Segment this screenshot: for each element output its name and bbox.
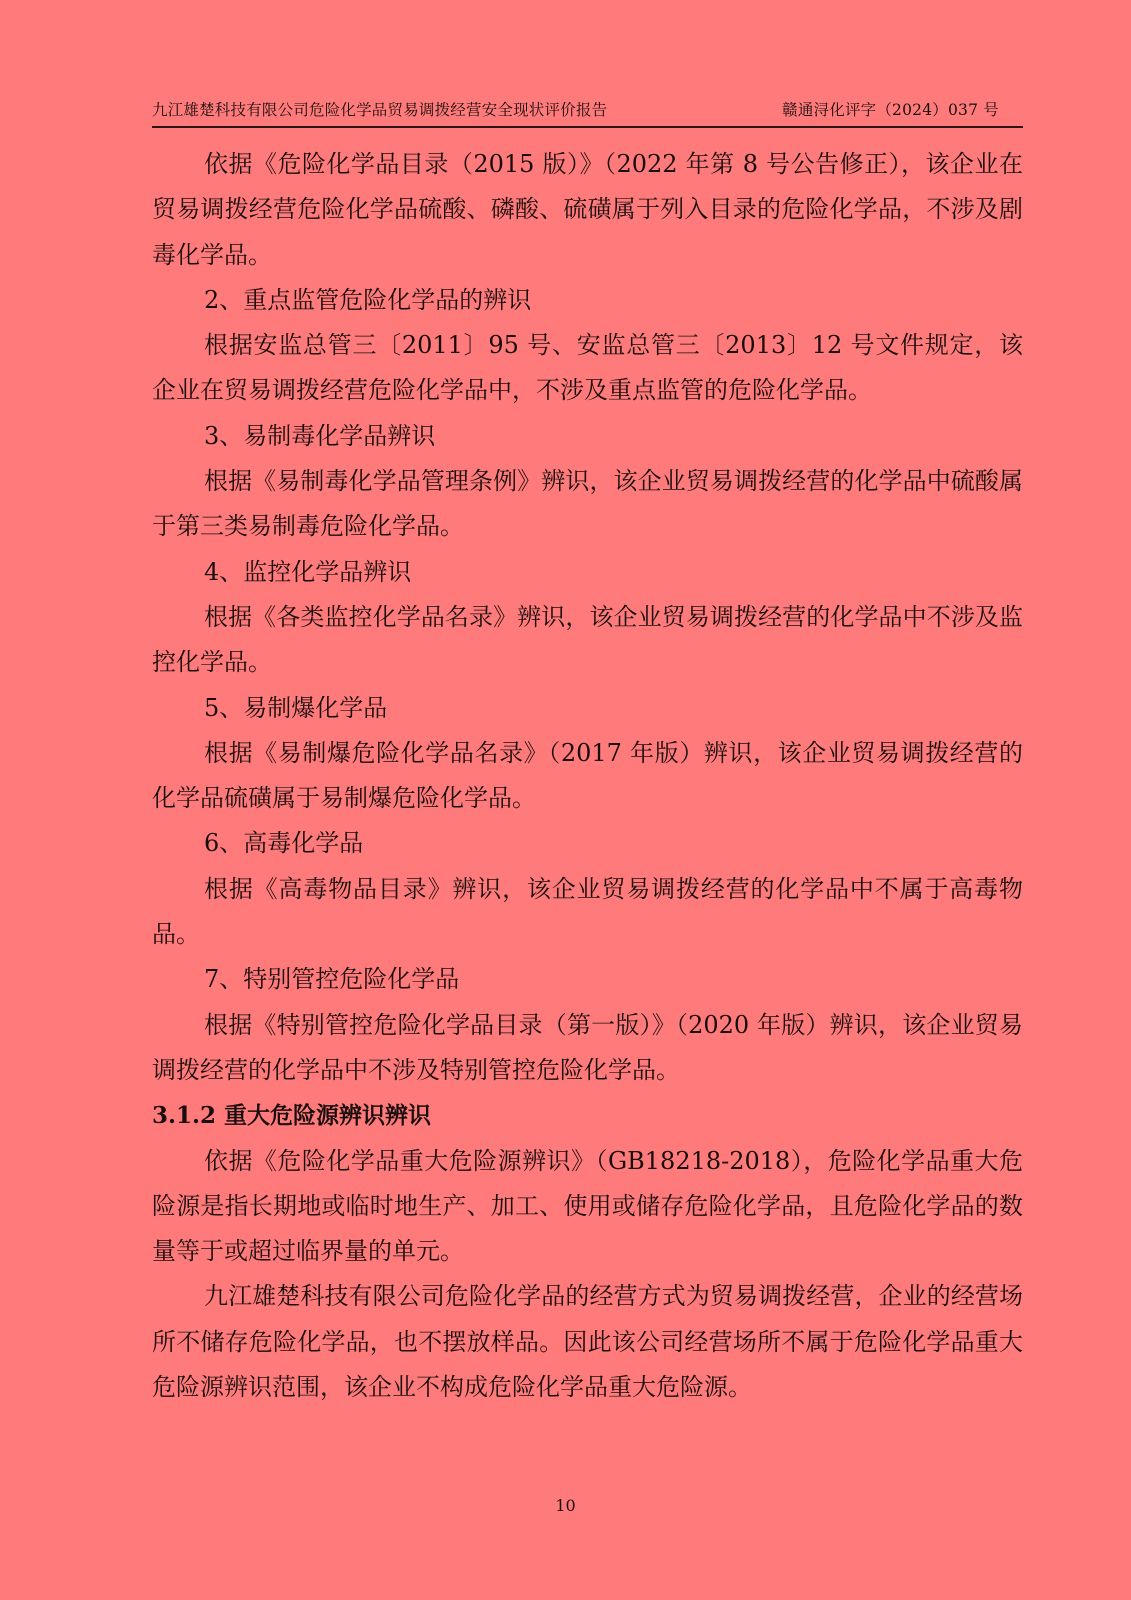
subheading: 7、特别管控危险化学品 bbox=[204, 965, 460, 994]
paragraph: 根据《特别管控危险化学品目录（第一版）》（2020 年版）辨识，该企业贸易调拨经营的化学品中不涉及特别管控危险化学品。 bbox=[152, 1010, 1023, 1084]
page-header bbox=[152, 98, 1023, 128]
paragraph: 依据《危险化学品目录（2015 版）》（2022 年第 8 号公告修正），该企业在贸易调拨经营危险化学品硫酸、磷酸、硫磺属于列入目录的危险化学品，不涉及剧毒化学品。 bbox=[152, 150, 1023, 269]
header-report-number: 赣通浔化评字（2024）037 号 bbox=[782, 101, 999, 119]
page-body bbox=[152, 142, 1023, 1410]
section-heading: 3.1.2 重大危险源辨识辨识 bbox=[152, 1102, 432, 1130]
subheading: 3、易制毒化学品辨识 bbox=[204, 421, 436, 450]
paragraph: 九江雄楚科技有限公司危险化学品的经营方式为贸易调拨经营，企业的经营场所不储存危险化学品，也不摆放样品。因此该公司经营场所不属于危险化学品重大危险源辨识范围，该企业不构成危险化学品重大危险源。 bbox=[152, 1282, 1023, 1402]
header-report-title: 九江雄楚科技有限公司危险化学品贸易调拨经营安全现状评价报告 bbox=[152, 101, 608, 119]
page-number: 10 bbox=[555, 1496, 576, 1515]
paragraph: 根据《高毒物品目录》辨识，该企业贸易调拨经营的化学品中不属于高毒物品。 bbox=[152, 874, 1023, 949]
paragraph: 依据《危险化学品重大危险源辨识》（GB18218-2018），危险化学品重大危险源是指长期地或临时地生产、加工、使用或储存危险化学品，且危险化学品的数量等于或超过临界量的单元。 bbox=[152, 1146, 1023, 1266]
paragraph: 根据《各类监控化学品名录》辨识，该企业贸易调拨经营的化学品中不涉及监控化学品。 bbox=[152, 602, 1023, 677]
subheading: 5、易制爆化学品 bbox=[204, 693, 388, 722]
paragraph: 根据《易制爆危险化学品名录》（2017 年版）辨识，该企业贸易调拨经营的化学品硫磺属于易制爆危险化学品。 bbox=[152, 738, 1023, 813]
subheading: 4、监控化学品辨识 bbox=[204, 557, 412, 586]
paragraph: 根据安监总管三〔2011〕95 号、安监总管三〔2013〕12 号文件规定，该企业在贸易调拨经营危险化学品中，不涉及重点监管的危险化学品。 bbox=[152, 331, 1023, 405]
subheading: 6、高毒化学品 bbox=[204, 829, 364, 858]
paragraph: 根据《易制毒化学品管理条例》辨识，该企业贸易调拨经营的化学品中硫酸属于第三类易制毒危险化学品。 bbox=[152, 467, 1023, 541]
subheading: 2、重点监管危险化学品的辨识 bbox=[204, 285, 532, 314]
